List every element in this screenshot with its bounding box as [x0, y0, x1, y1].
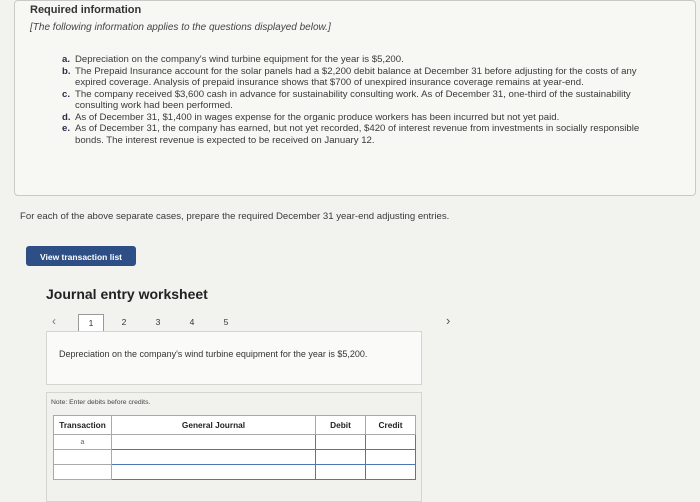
- table-row: [54, 435, 416, 450]
- transaction-cell: [54, 465, 112, 480]
- journal-table: [53, 415, 416, 480]
- case-letter: c.: [62, 88, 71, 100]
- page-tab-4[interactable]: 4: [189, 317, 195, 327]
- transaction-cell: [54, 450, 112, 465]
- transaction-description: Depreciation on the company's wind turbine equipment for the year is $5,200.: [59, 349, 368, 359]
- credit-input[interactable]: [366, 465, 416, 480]
- journal-header-row: [54, 416, 416, 435]
- page-tab-2[interactable]: 2: [121, 317, 127, 327]
- case-item-a: [62, 54, 647, 66]
- header-general-journal: General Journal: [112, 416, 316, 435]
- table-row: [54, 465, 416, 480]
- case-item-b: [62, 66, 647, 89]
- general-journal-input[interactable]: [112, 450, 316, 465]
- general-journal-input[interactable]: [112, 465, 316, 480]
- credit-input[interactable]: [366, 450, 416, 465]
- worksheet-pager: [52, 314, 470, 332]
- required-information-title: Required information: [30, 4, 142, 16]
- view-transaction-list-button[interactable]: View transaction list: [26, 246, 136, 266]
- case-text: Depreciation on the company's wind turbine equipment for the year is $5,200.: [75, 54, 404, 65]
- transaction-cell: a: [54, 435, 112, 450]
- page-tab-1[interactable]: 1: [78, 314, 104, 332]
- case-text: As of December 31, $1,400 in wages expense for the organic produce workers has been incurred but not yet paid.: [75, 111, 560, 123]
- case-text: As of December 31, the company has earned, but not yet recorded, $420 of interest revenue from investments in socially responsible bonds. The interest revenue is expected to be received on January 12.: [75, 123, 640, 146]
- page-tab-5[interactable]: 5: [223, 317, 229, 327]
- header-credit: Credit: [366, 416, 416, 435]
- table-row: [54, 450, 416, 465]
- case-list: [62, 54, 647, 146]
- header-debit: Debit: [316, 416, 366, 435]
- credit-input[interactable]: [366, 435, 416, 450]
- case-letter: e.: [62, 123, 71, 134]
- transaction-description-box: [46, 331, 422, 385]
- debit-input[interactable]: [316, 450, 366, 465]
- page-tab-3[interactable]: 3: [155, 317, 161, 327]
- chevron-left-icon[interactable]: ‹: [52, 314, 56, 328]
- case-text: The company received $3,600 cash in advance for sustainability consulting work. As of December 31, one-third of the sustainability consulting work had been performed.: [75, 88, 631, 111]
- entry-note: Note: Enter debits before credits.: [51, 399, 151, 406]
- case-item-c: [62, 89, 647, 112]
- case-letter: a.: [62, 54, 71, 65]
- required-information-subtitle: [The following information applies to the questions displayed below.]: [30, 22, 331, 33]
- header-transaction: Transaction: [54, 416, 112, 435]
- case-letter: b.: [62, 65, 71, 77]
- case-item-e: [62, 123, 647, 146]
- case-letter: d.: [62, 111, 71, 123]
- instruction-text: For each of the above separate cases, prepare the required December 31 year-end adjusting entries.: [20, 211, 450, 222]
- case-text: The Prepaid Insurance account for the solar panels had a $2,200 debit balance at December 31 before adjusting for the costs of any expired coverage. Analysis of prepaid insurance shows that $700 of unexpired insurance coverage remains at year-end.: [75, 65, 637, 88]
- general-journal-input[interactable]: [112, 435, 316, 450]
- debit-input[interactable]: [316, 465, 366, 480]
- worksheet-title: Journal entry worksheet: [46, 286, 208, 302]
- case-item-d: [62, 112, 647, 124]
- chevron-right-icon[interactable]: ›: [446, 313, 451, 328]
- debit-input[interactable]: [316, 435, 366, 450]
